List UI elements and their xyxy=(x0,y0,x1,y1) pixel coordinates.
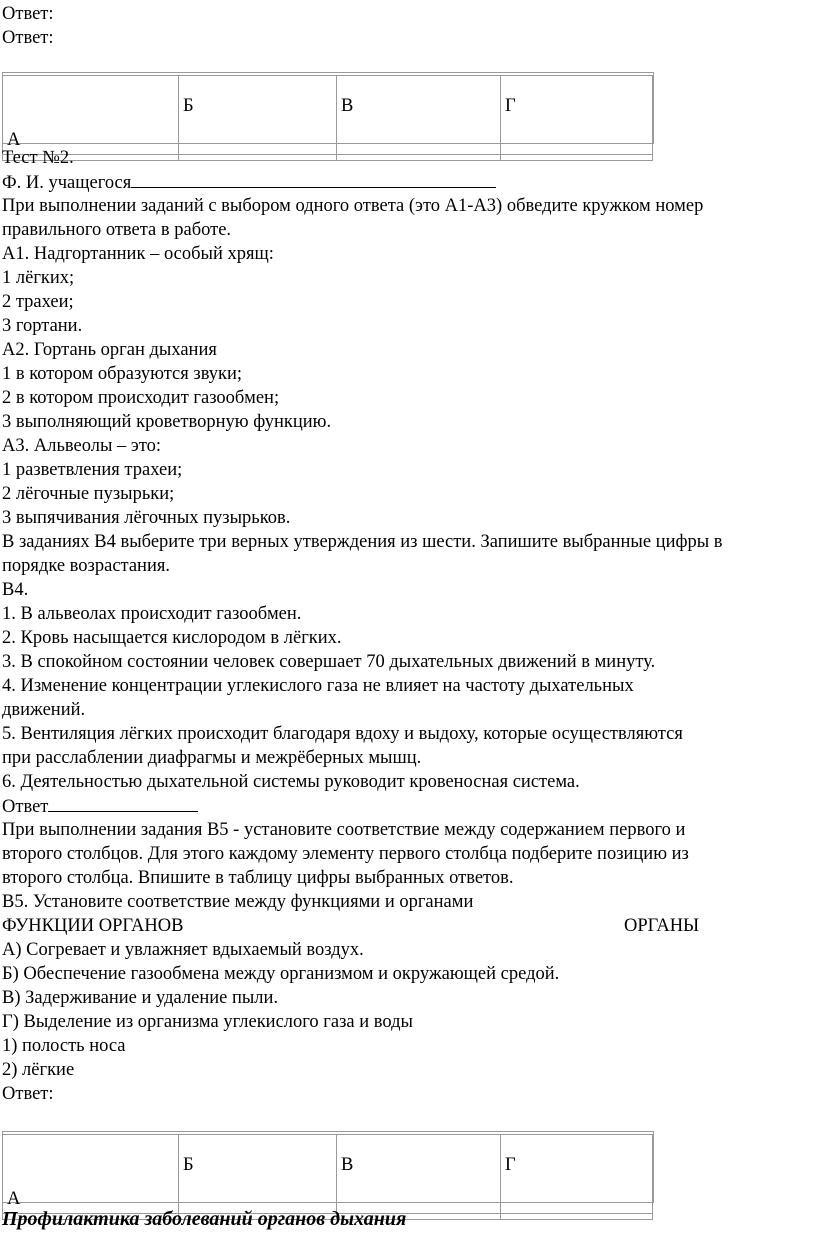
test-title: Тест №2. xyxy=(2,148,74,168)
question-a2: А2. Гортань орган дыхания xyxy=(2,340,217,360)
column-header-organs: ОРГАНЫ xyxy=(624,916,700,936)
answer-label: Ответ: xyxy=(2,28,54,48)
table-header-cell: Б xyxy=(179,1135,337,1214)
section-heading: Профилактика заболеваний органов дыхания xyxy=(2,1208,407,1230)
answer-cell[interactable] xyxy=(337,155,501,161)
organ-item: 2) лёгкие xyxy=(2,1060,75,1080)
instructions-text: В заданиях В4 выберите три верных утверждения из шести. Запишите выбранные цифры в xyxy=(2,532,723,552)
statement: 3. В спокойном состоянии человек совершает 70 дыхательных движений в минуту. xyxy=(2,652,656,672)
answer-cell[interactable] xyxy=(179,155,337,161)
instructions-text: второго столбцов. Для этого каждому элементу первого столбца подберите позицию из xyxy=(2,844,689,864)
statement: 4. Изменение концентрации углекислого газа не влияет на частоту дыхательных xyxy=(2,676,634,696)
statement: 5. Вентиляция лёгких происходит благодаря вдоху и выдоху, которые осуществляются xyxy=(2,724,683,744)
question-b5: В5. Установите соответствие между функциями и органами xyxy=(2,892,474,912)
option: 3 гортани. xyxy=(2,316,83,336)
answer-label: Ответ xyxy=(2,797,49,817)
b4-answer-line xyxy=(2,794,198,819)
table-header-cell: А xyxy=(3,76,179,155)
option: 2 в котором происходит газообмен; xyxy=(2,388,280,408)
question-a1: А1. Надгортанник – особый хрящ: xyxy=(2,244,274,264)
statement: движений. xyxy=(2,700,86,720)
option: 3 выпячивания лёгочных пузырьков. xyxy=(2,508,291,528)
answer-cell[interactable] xyxy=(501,1214,653,1220)
table-header-cell: Б xyxy=(179,76,337,155)
table-header-cell: А xyxy=(3,1135,179,1214)
column-header-functions: ФУНКЦИИ ОРГАНОВ xyxy=(2,916,184,936)
organ-item: 1) полость носа xyxy=(2,1036,126,1056)
question-a3: А3. Альвеолы – это: xyxy=(2,436,162,456)
question-b4: В4. xyxy=(2,580,29,600)
option: 1 лёгких; xyxy=(2,268,75,288)
instructions-text: порядке возрастания. xyxy=(2,556,170,576)
statement: 2. Кровь насыщается кислородом в лёгких. xyxy=(2,628,342,648)
option: 3 выполняющий кроветворную функцию. xyxy=(2,412,332,432)
option: 2 лёгочные пузырьки; xyxy=(2,484,175,504)
table-header-cell: Г xyxy=(501,1135,653,1214)
function-item: А) Согревает и увлажняет вдыхаемый воздух. xyxy=(2,940,364,960)
b4-answer-blank[interactable] xyxy=(48,794,198,812)
option: 2 трахеи; xyxy=(2,292,74,312)
statement: при расслаблении диафрагмы и межрёберных мышц. xyxy=(2,748,422,768)
answer-cell[interactable] xyxy=(501,155,653,161)
instructions-text: При выполнении заданий с выбором одного ответа (это А1-А3) обведите кружком номер xyxy=(2,196,704,216)
student-name-line xyxy=(2,170,496,195)
function-item: Г) Выделение из организма углекислого газа и воды xyxy=(2,1012,413,1032)
table-header-cell: Г xyxy=(501,76,653,155)
function-item: Б) Обеспечение газообмена между организмом и окружающей средой. xyxy=(2,964,560,984)
option: 1 в котором образуются звуки; xyxy=(2,364,243,384)
function-item: В) Задерживание и удаление пыли. xyxy=(2,988,279,1008)
statement: 1. В альвеолах происходит газообмен. xyxy=(2,604,302,624)
answer-table-top xyxy=(2,75,653,161)
statement: 6. Деятельностью дыхательной системы руководит кровеносная система. xyxy=(2,772,580,792)
table-header-cell: В xyxy=(337,1135,501,1214)
table-header-cell: В xyxy=(337,76,501,155)
instructions-text: второго столбца. Впишите в таблицу цифры выбранных ответов. xyxy=(2,868,514,888)
option: 1 разветвления трахеи; xyxy=(2,460,183,480)
instructions-text: правильного ответа в работе. xyxy=(2,220,232,240)
answer-label: Ответ: xyxy=(2,1084,54,1104)
answer-label: Ответ: xyxy=(2,4,54,24)
student-name-blank[interactable] xyxy=(131,170,496,188)
instructions-text: При выполнении задания В5 - установите соответствие между содержанием первого и xyxy=(2,820,686,840)
student-label: Ф. И. учащегося xyxy=(2,173,132,193)
